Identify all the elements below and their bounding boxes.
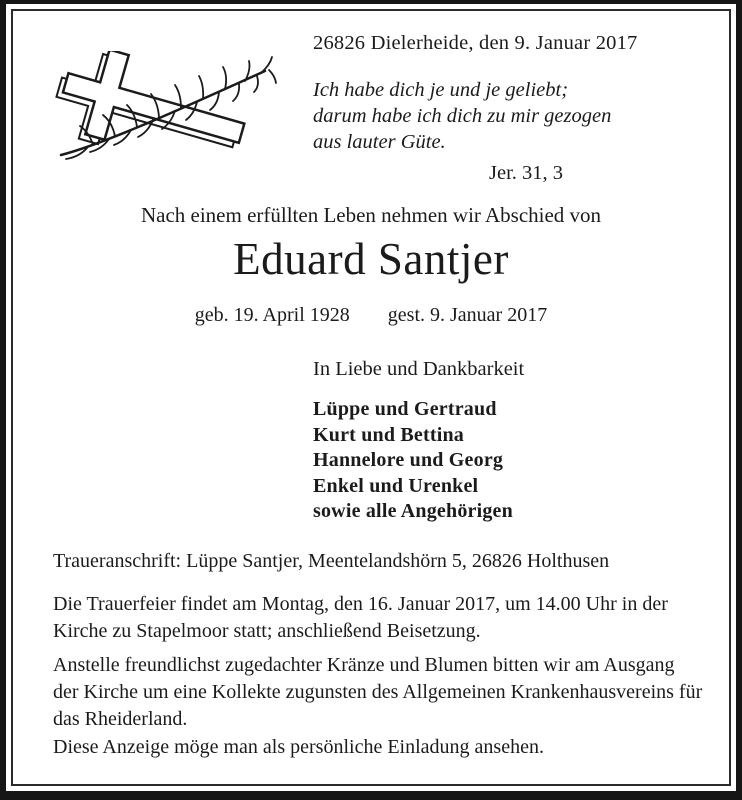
mourner-line: Lüppe und Gertraud bbox=[313, 398, 497, 420]
scripture-quote bbox=[313, 77, 611, 186]
life-dates bbox=[13, 304, 729, 327]
mourning-address: Traueranschrift: Lüppe Santjer, Meentelandshörn 5, 26826 Holthusen bbox=[53, 550, 610, 572]
mourner-line: sowie alle Angehörigen bbox=[313, 500, 513, 522]
quote-citation: Jer. 31, 3 bbox=[489, 162, 564, 184]
quote-line: darum habe ich dich zu mir gezogen bbox=[313, 105, 612, 127]
dedication-line: In Liebe und Dankbarkeit bbox=[313, 358, 525, 380]
donation-request: Anstelle freundlichst zugedachter Kränze und Blumen bitten wir am Ausgang der Kirche um eine Kollekte zugunsten des Allgemeinen Krankenhausvereins für das Rheiderland. bbox=[53, 654, 703, 730]
quote-line: aus lauter Güte. bbox=[313, 131, 446, 153]
cross-and-palm-icon bbox=[47, 51, 279, 163]
inner-frame bbox=[11, 9, 731, 786]
mourners-list bbox=[313, 397, 513, 525]
birth-date: geb. 19. April 1928 bbox=[194, 304, 350, 326]
service-details: Die Trauerfeier findet am Montag, den 16. Januar 2017, um 14.00 Uhr in der Kirche zu Stapelmoor statt; anschließend Beisetzung. bbox=[53, 593, 668, 642]
mourner-line: Kurt und Bettina bbox=[313, 423, 465, 446]
mourner-line: Hannelore und Georg bbox=[313, 449, 504, 471]
mourner-line: Enkel und Urenkel bbox=[313, 474, 479, 497]
quote-line: Ich habe dich je und je geliebt; bbox=[313, 79, 569, 101]
dateline: 26826 Dielerheide, den 9. Januar 2017 bbox=[313, 32, 638, 54]
deceased-name: Eduard Santjer bbox=[233, 234, 509, 284]
closing-line: Diese Anzeige möge man als persönliche Einladung ansehen. bbox=[53, 736, 544, 758]
death-date: gest. 9. Januar 2017 bbox=[387, 304, 548, 326]
intro-line: Nach einem erfüllten Leben nehmen wir Abschied von bbox=[140, 203, 602, 227]
